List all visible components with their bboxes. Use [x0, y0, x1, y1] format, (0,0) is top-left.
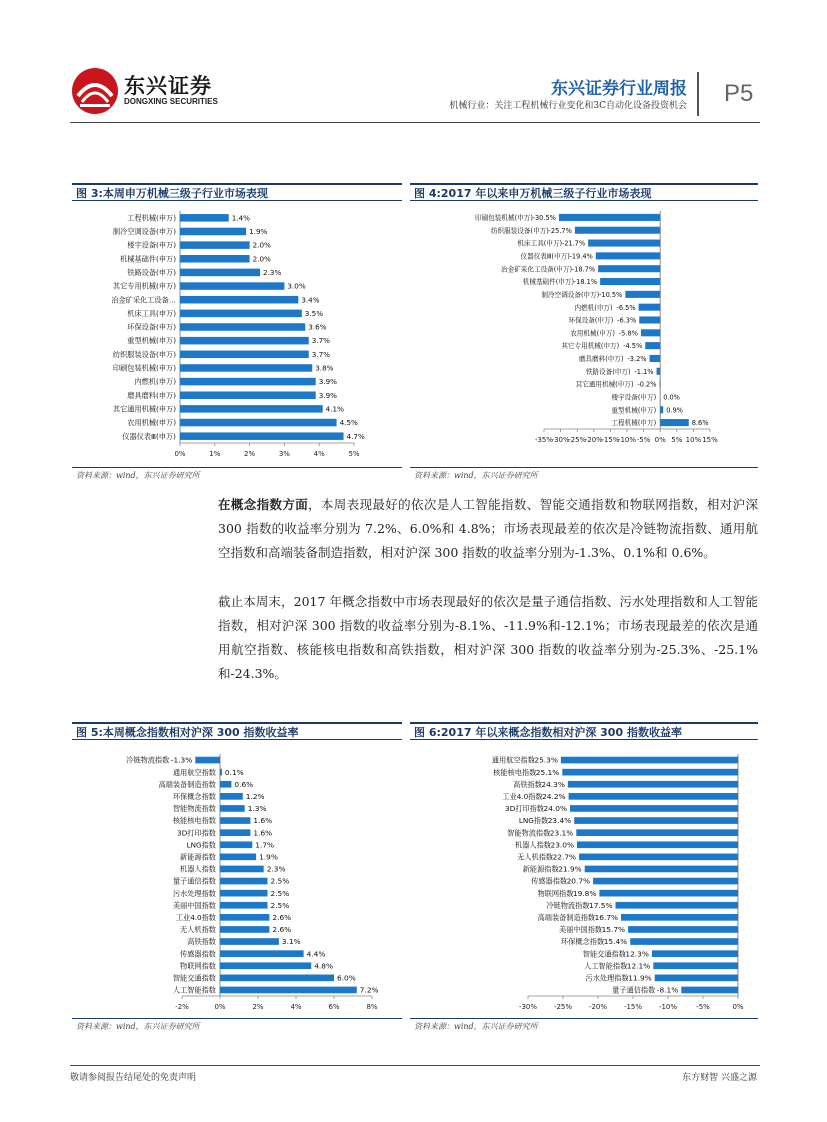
category-label: 楼宇设备(申万) — [127, 240, 176, 250]
data-label: -23.4% — [545, 816, 572, 826]
bar — [561, 757, 738, 764]
data-label: -12.3% — [622, 949, 649, 959]
category-label: 环保概念指数 — [172, 791, 216, 801]
data-label: 3.9% — [318, 390, 337, 400]
category-label: 其它专用机械(申万) — [561, 342, 620, 351]
bar — [180, 310, 302, 318]
category-label: 无人机指数 — [180, 925, 216, 935]
bar — [660, 419, 689, 426]
source-rule — [72, 1018, 402, 1019]
category-label: 工业4.0指数 — [502, 791, 543, 801]
category-label: 3D打印指数 — [177, 828, 216, 838]
category-label: 制冷空调设备(申万) — [541, 290, 600, 299]
data-label: 3.9% — [318, 377, 337, 387]
data-label: 3.1% — [281, 937, 301, 947]
category-label: 其它通用机械(申万) — [575, 380, 634, 389]
data-label: 3.4% — [301, 295, 320, 305]
category-label: 磨具磨料(申万) — [578, 355, 624, 364]
figure-4 — [410, 183, 758, 483]
bar — [681, 987, 738, 994]
bar — [628, 926, 738, 933]
category-label: 物联网指数 — [537, 888, 574, 898]
bar — [180, 214, 229, 222]
data-label: -4.5% — [623, 342, 643, 351]
category-label: 农用机械(申万) — [570, 329, 615, 338]
bar — [180, 405, 323, 413]
data-label: 2.0% — [252, 254, 271, 264]
data-label: 3.8% — [315, 363, 334, 373]
category-label: 机械基础件(申万) — [522, 278, 575, 287]
data-label: -10.5% — [599, 290, 623, 299]
data-label: -20.7% — [563, 876, 591, 886]
data-label: -3.2% — [627, 355, 647, 364]
data-label: -24.3% — [538, 779, 565, 789]
category-label: 环保设备(申万) — [568, 316, 614, 325]
figure-6 — [410, 722, 758, 1032]
data-label: 2.3% — [263, 268, 282, 278]
x-tick-label: -15% — [623, 1003, 643, 1011]
header-divider — [697, 72, 699, 116]
bar — [653, 962, 738, 969]
category-label: 美丽中国指数 — [558, 925, 603, 935]
bar — [220, 938, 279, 945]
data-label: -1.3% — [170, 755, 193, 765]
data-label: 2.0% — [252, 240, 271, 250]
data-label: -18.7% — [571, 265, 596, 274]
page-header — [0, 0, 827, 130]
bar — [180, 432, 344, 440]
data-label: 3.7% — [311, 336, 331, 346]
category-label: 高铁指数 — [513, 779, 542, 789]
category-label: 铁路设备(申万) — [127, 268, 176, 278]
bar — [220, 793, 243, 800]
page-number: P5 — [724, 80, 754, 107]
company-name-en: DONGXING SECURITIES — [124, 97, 218, 106]
bar — [639, 316, 660, 323]
data-label: 2.5% — [270, 900, 290, 910]
category-label: 智能物流指数 — [507, 828, 551, 838]
category-label: 污水处理指数 — [585, 973, 629, 983]
data-label: -0.2% — [637, 380, 657, 389]
category-label: 重型机械(申万) — [127, 336, 176, 346]
bar — [593, 878, 738, 885]
category-label: 冷链物流指数 — [546, 900, 590, 910]
source-note: 资料来源：wind，东兴证券研究所 — [414, 1022, 538, 1031]
data-label: 8.6% — [691, 419, 709, 428]
category-label: 污水处理指数 — [172, 888, 216, 898]
chart-svg — [410, 203, 758, 465]
data-label: 2.3% — [266, 864, 286, 874]
data-label: 1.9% — [249, 227, 268, 237]
data-label: -18.1% — [573, 278, 598, 287]
category-label: 铁路设备(申万) — [585, 367, 631, 376]
x-tick-label: -30% — [551, 436, 570, 444]
bar — [660, 381, 661, 388]
x-tick-label: 4% — [290, 1003, 302, 1011]
bar — [180, 337, 309, 345]
data-label: 1.6% — [253, 816, 273, 826]
paragraph-1 — [218, 493, 758, 565]
paragraph-2: 截止本周末，2017 年概念指数中市场表现最好的依次是量子通信指数、污水处理指数和人工智能指数，相对沪深 300 指数的收益率分别为-8.1%、-11.9%和-12.1%；市场表现最差的依次是通用航空指数、核能核电指数和高铁指数，相对沪深 300 指数的收益率分别为-25.3%、-25.1%和-24.3%。 — [218, 594, 758, 681]
category-label: 印刷包装机械(申万) — [112, 363, 176, 373]
bar — [220, 926, 269, 933]
category-label: 环保概念指数 — [561, 937, 605, 947]
category-label: 通用航空指数 — [491, 755, 535, 765]
category-label: 智能交通指数 — [172, 973, 216, 983]
category-label: 量子通信指数 — [172, 876, 216, 886]
bar — [559, 214, 660, 221]
bar — [599, 890, 738, 897]
bar — [220, 950, 304, 957]
figure-title: 图 5:本周概念指数相对沪深 300 指数收益率 — [72, 722, 402, 740]
category-label: 机器人指数 — [515, 840, 551, 850]
source-rule — [410, 1018, 758, 1019]
chart-svg — [410, 742, 758, 1018]
category-label: 内燃机(申万) — [134, 377, 176, 387]
bar — [195, 757, 220, 764]
data-label: -23.1% — [547, 828, 574, 838]
x-tick-label: 15% — [702, 436, 718, 444]
data-label: 4.1% — [325, 404, 344, 414]
bar — [220, 805, 245, 812]
x-tick-label: -10% — [617, 436, 637, 444]
bar — [220, 854, 256, 861]
data-label: 4.5% — [339, 418, 358, 428]
bar — [630, 938, 738, 945]
category-label: 智能交通指数 — [582, 949, 626, 959]
category-label: 新能源指数 — [180, 852, 216, 862]
x-tick-label: 5% — [348, 450, 360, 458]
category-label: 冷链物流指数 — [126, 755, 170, 765]
category-label: 传感器指数 — [180, 949, 216, 959]
bar — [180, 378, 316, 386]
category-label: 机床工具(申万) — [127, 308, 176, 318]
bar — [616, 902, 739, 909]
report-title: 东兴证券行业周报 — [551, 79, 687, 99]
data-label: -23.0% — [547, 840, 574, 850]
category-label: 环保设备(申万) — [127, 322, 176, 332]
data-label: -24.0% — [540, 804, 567, 814]
category-label: 其它通用机械(申万) — [112, 404, 176, 414]
bar — [585, 866, 738, 873]
category-label: LNG指数 — [518, 816, 549, 826]
bar — [596, 252, 660, 259]
data-label: 6.0% — [337, 973, 356, 983]
source-rule — [410, 467, 758, 468]
data-label: -19.4% — [569, 252, 593, 261]
category-label: 量子通信指数 — [612, 985, 656, 995]
x-tick-label: 10% — [685, 436, 702, 444]
category-label: 机床工具(申万) — [517, 239, 563, 248]
category-label: 高铁指数 — [187, 937, 216, 947]
bar — [562, 769, 738, 776]
category-label: 仪器仪表Ⅲ(申万) — [520, 252, 570, 261]
bar — [180, 282, 284, 290]
bar — [600, 278, 660, 285]
category-label: 磨具磨料(申万) — [127, 390, 176, 400]
x-tick-label: -30% — [518, 1003, 538, 1011]
paragraph-lead: 在概念指数方面 — [218, 497, 309, 512]
data-label: -15.7% — [598, 925, 626, 935]
source-rule — [72, 467, 402, 468]
footer-rule — [70, 1065, 760, 1066]
category-label: 重型机械(申万) — [611, 406, 657, 415]
chart-svg — [72, 742, 402, 1018]
bar — [639, 304, 661, 311]
footer-disclaimer: 敬请参阅报告结尾处的免责声明 — [70, 1073, 197, 1083]
x-tick-label: 1% — [209, 450, 221, 458]
x-tick-label: 5% — [671, 436, 683, 444]
x-tick-label: -5% — [696, 1003, 710, 1011]
data-label: 1.4% — [231, 213, 250, 223]
category-label: 仪器仪表Ⅲ(申万) — [122, 431, 176, 441]
category-label: LNG指数 — [186, 840, 216, 850]
data-label: 2.5% — [270, 876, 290, 886]
x-tick-label: 6% — [328, 1003, 340, 1011]
data-label: -21.9% — [555, 864, 582, 874]
data-label: -21.7% — [561, 239, 586, 248]
data-label: -17.5% — [586, 900, 613, 910]
category-label: 高端装备制造指数 — [537, 912, 596, 922]
bar — [180, 269, 260, 277]
category-label: 核能核电指数 — [172, 816, 216, 826]
footer-slogan: 东方财智 兴盛之源 — [682, 1073, 757, 1083]
bar — [576, 829, 738, 836]
category-label: 无人机指数 — [517, 852, 554, 862]
data-label: -16.7% — [591, 912, 619, 922]
category-label: 机器人指数 — [180, 864, 216, 874]
category-label: 智能物流指数 — [172, 804, 216, 814]
data-label: 4.4% — [306, 949, 326, 959]
data-label: 4.7% — [346, 431, 365, 441]
data-label: 1.9% — [259, 852, 278, 862]
bar — [220, 975, 334, 982]
category-label: 制冷空调设备(申万) — [112, 227, 176, 237]
bar — [660, 406, 663, 413]
x-tick-label: -2% — [175, 1003, 189, 1011]
data-label: -30.5% — [532, 214, 556, 223]
bar — [180, 391, 316, 399]
data-label: -22.7% — [549, 852, 577, 862]
data-label: -25.1% — [533, 767, 560, 777]
bar — [655, 975, 738, 982]
data-label: 0.0% — [663, 393, 680, 402]
bar — [588, 240, 660, 247]
x-tick-label: -25% — [568, 436, 587, 444]
report-subtitle: 机械行业：关注工程机械行业变化和3C自动化设备投资机会 — [449, 101, 687, 111]
x-tick-label: 8% — [366, 1003, 378, 1011]
data-label: -6.5% — [616, 303, 636, 312]
bar — [180, 296, 298, 304]
data-label: -5.8% — [618, 329, 638, 338]
category-label: 工业4.0指数 — [175, 912, 216, 922]
x-tick-label: -10% — [658, 1003, 678, 1011]
category-label: 工程机械(申万) — [127, 213, 176, 223]
bar — [220, 987, 357, 994]
category-label: 新能源指数 — [522, 864, 559, 874]
x-tick-label: 4% — [313, 450, 325, 458]
bar — [180, 241, 250, 249]
company-name-cn: 东兴证券 — [124, 74, 212, 98]
bar — [220, 781, 231, 788]
x-tick-label: 0% — [214, 1003, 226, 1011]
data-label: -8.1% — [656, 985, 679, 995]
category-label: 高端装备制造指数 — [158, 779, 216, 789]
category-label: 工程机械(申万) — [611, 419, 657, 428]
figure-title: 图 6:2017 年以来概念指数相对沪深 300 指数收益率 — [410, 722, 758, 740]
category-label: 印刷包装机械(申万) — [475, 214, 533, 223]
data-label: 3.0% — [287, 281, 306, 291]
data-label: 0.1% — [224, 767, 244, 777]
data-label: -6.3% — [617, 316, 637, 325]
data-label: 1.6% — [253, 828, 273, 838]
data-label: -1.1% — [634, 367, 654, 376]
data-label: -24.2% — [539, 791, 566, 801]
data-label: -19.8% — [570, 888, 597, 898]
data-label: -12.1% — [624, 961, 651, 971]
bar — [220, 817, 250, 824]
bar — [574, 817, 738, 824]
bar — [220, 841, 252, 848]
data-label: 1.2% — [245, 791, 265, 801]
bar — [220, 878, 268, 885]
x-tick-label: 2% — [252, 1003, 264, 1011]
category-label: 冶金矿采化工设备… — [111, 295, 176, 305]
bar — [180, 351, 309, 359]
bar — [220, 769, 222, 776]
data-label: 3.5% — [304, 308, 324, 318]
dongxing-logo-icon — [70, 66, 120, 116]
bar — [180, 419, 337, 427]
bar — [570, 805, 738, 812]
figure-5 — [72, 722, 402, 1032]
bar — [180, 228, 246, 236]
figure-title: 图 4:2017 年以来申万机械三级子行业市场表现 — [410, 183, 758, 201]
category-label: 农用机械(申万) — [127, 418, 176, 428]
bar — [180, 255, 250, 263]
x-tick-label: 0% — [732, 1003, 744, 1011]
bar — [657, 368, 661, 375]
x-tick-label: -5% — [636, 436, 651, 444]
category-label: 物联网指数 — [180, 961, 216, 971]
bar — [220, 914, 269, 921]
category-label: 核能核电指数 — [493, 767, 537, 777]
data-label: 1.7% — [255, 840, 275, 850]
data-label: 2.6% — [272, 925, 292, 935]
data-label: -25.3% — [531, 755, 558, 765]
bar — [645, 342, 660, 349]
bar — [625, 291, 660, 298]
source-note: 资料来源：wind，东兴证券研究所 — [414, 471, 538, 480]
bar — [220, 829, 250, 836]
data-label: 2.5% — [270, 888, 290, 898]
data-label: 1.3% — [247, 804, 267, 814]
x-tick-label: 0% — [654, 436, 666, 444]
bar — [652, 950, 738, 957]
bar — [180, 364, 312, 372]
x-tick-label: 3% — [278, 450, 290, 458]
category-label: 纺织服装设备(申万) — [490, 226, 549, 235]
chart-svg — [72, 203, 402, 465]
bar — [575, 227, 660, 234]
x-tick-label: -25% — [553, 1003, 573, 1011]
bar — [180, 323, 305, 331]
bar — [220, 890, 268, 897]
header-rule — [70, 122, 760, 123]
paragraph-text: ，本周表现最好的依次是人工智能指数、智能交通指数和物联网指数，相对沪深 300 指数的收益率分别为 7.2%、6.0%和 4.8%；市场表现最差的依次是冷链物流指数、通用航空指数和高端装备制造指数，相对沪深 300 指数的收益率分别为-1.3%、0.1%和 0.6%。 — [218, 497, 758, 560]
bar — [220, 902, 268, 909]
category-label: 传感器指数 — [531, 876, 568, 886]
category-label: 其它专用机械(申万) — [112, 281, 176, 291]
source-note: 资料来源：wind，东兴证券研究所 — [76, 471, 200, 480]
category-label: 通用航空指数 — [172, 767, 216, 777]
data-label: 4.8% — [314, 961, 333, 971]
bar — [641, 329, 660, 336]
data-label: -25.7% — [548, 226, 572, 235]
bar — [577, 841, 738, 848]
bar — [220, 866, 264, 873]
bar — [220, 962, 311, 969]
category-label: 内燃机(申万) — [574, 303, 613, 312]
data-label: 0.6% — [234, 779, 254, 789]
data-label: 3.7% — [311, 349, 331, 359]
bar — [568, 781, 738, 788]
data-label: 2.6% — [272, 912, 292, 922]
bar — [598, 265, 660, 272]
figure-3 — [72, 183, 402, 483]
category-label: 纺织服装设备(申万) — [112, 349, 176, 359]
category-label: 人工智能指数 — [172, 985, 216, 995]
figure-title: 图 3:本周申万机械三级子行业市场表现 — [72, 183, 402, 201]
bar — [650, 355, 661, 362]
category-label: 美丽中国指数 — [172, 900, 216, 910]
data-label: 3.6% — [308, 322, 327, 332]
category-label: 人工智能指数 — [584, 961, 628, 971]
data-label: 0.9% — [666, 406, 683, 415]
data-label: -11.9% — [625, 973, 652, 983]
bar — [621, 914, 738, 921]
x-tick-label: -20% — [584, 436, 603, 444]
x-tick-label: -15% — [601, 436, 620, 444]
bar — [579, 854, 738, 861]
x-tick-label: -35% — [534, 436, 554, 444]
x-tick-label: 0% — [174, 450, 186, 458]
source-note: 资料来源：wind，东兴证券研究所 — [76, 1022, 200, 1031]
bar — [569, 793, 738, 800]
x-tick-label: 2% — [244, 450, 256, 458]
category-label: 机械基础件(申万) — [120, 254, 176, 264]
data-label: -15.4% — [601, 937, 628, 947]
category-label: 冶金矿采化工设备(申万) — [501, 265, 573, 274]
data-label: 7.2% — [359, 985, 379, 995]
x-tick-label: -20% — [588, 1003, 608, 1011]
category-label: 楼宇设备(申万) — [611, 393, 657, 402]
category-label: 3D打印指数 — [505, 804, 544, 814]
